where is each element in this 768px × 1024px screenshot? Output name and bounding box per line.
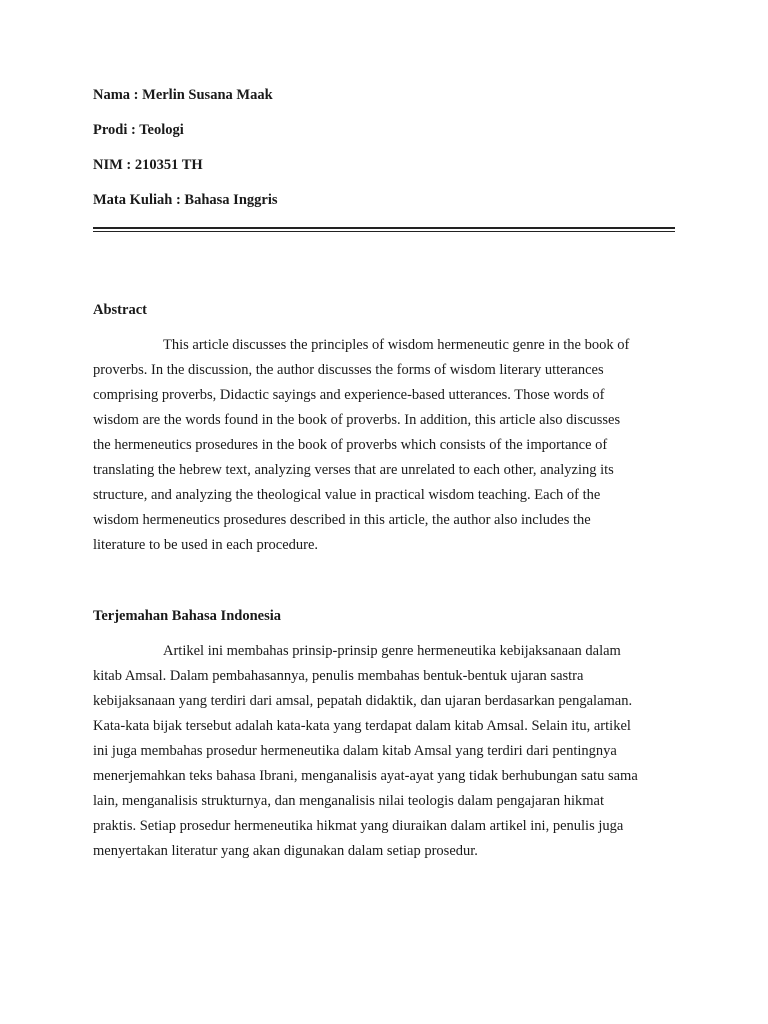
translation-line: menyertakan literatur yang akan digunakan dalam setiap prosedur. (93, 843, 478, 859)
abstract-line: This article discusses the principles of wisdom hermeneutic genre in the book of (163, 337, 630, 353)
study-program: Prodi : Teologi (93, 122, 184, 138)
translation-heading: Terjemahan Bahasa Indonesia (93, 608, 282, 624)
header-divider-thick (93, 227, 675, 229)
abstract-line: proverbs. In the discussion, the author discusses the forms of wisdom literary utterances (93, 362, 604, 378)
translation-line: kitab Amsal. Dalam pembahasannya, penulis membahas bentuk-bentuk ujaran sastra (93, 668, 584, 684)
abstract-line: comprising proverbs, Didactic sayings and experience-based utterances. Those words of (93, 387, 605, 403)
abstract-line: translating the hebrew text, analyzing verses that are unrelated to each other, analyzing its (93, 462, 614, 478)
abstract-heading: Abstract (93, 302, 147, 318)
translation-line: menerjemahkan teks bahasa Ibrani, menganalisis ayat-ayat yang tidak berhubungan satu sama (93, 768, 638, 784)
abstract-line: wisdom hermeneutics prosedures described in this article, the author also includes the (93, 512, 591, 528)
translation-paragraph (93, 639, 675, 864)
translation-line: Kata-kata bijak tersebut adalah kata-kata yang terdapat dalam kitab Amsal. Selain itu, artikel (93, 718, 631, 734)
abstract-paragraph (93, 333, 675, 558)
translation-line: kebijaksanaan yang terdiri dari amsal, pepatah didaktik, dan ujaran berdasarkan pengalaman. (93, 693, 633, 709)
translation-line: Artikel ini membahas prinsip-prinsip genre hermeneutika kebijaksanaan dalam (163, 643, 621, 659)
translation-line: praktis. Setiap prosedur hermeneutika hikmat yang diuraikan dalam artikel ini, penulis juga (93, 818, 624, 834)
abstract-line: the hermeneutics prosedures in the book of proverbs which consists of the importance of (93, 437, 608, 453)
header-divider-thin (93, 231, 675, 232)
abstract-line: wisdom are the words found in the book of proverbs. In addition, this article also discusses (93, 412, 621, 428)
student-id: NIM : 210351 TH (93, 157, 203, 173)
translation-line: ini juga membahas prosedur hermeneutika dalam kitab Amsal yang terdiri dari pentingnya (93, 743, 617, 759)
abstract-line: literature to be used in each procedure. (93, 537, 319, 553)
course-name: Mata Kuliah : Bahasa Inggris (93, 192, 278, 208)
student-name: Nama : Merlin Susana Maak (93, 87, 273, 103)
translation-line: lain, menganalisis strukturnya, dan menganalisis nilai teologis dalam pengajaran hikmat (93, 793, 604, 809)
abstract-line: structure, and analyzing the theological value in practical wisdom teaching. Each of the (93, 487, 601, 503)
